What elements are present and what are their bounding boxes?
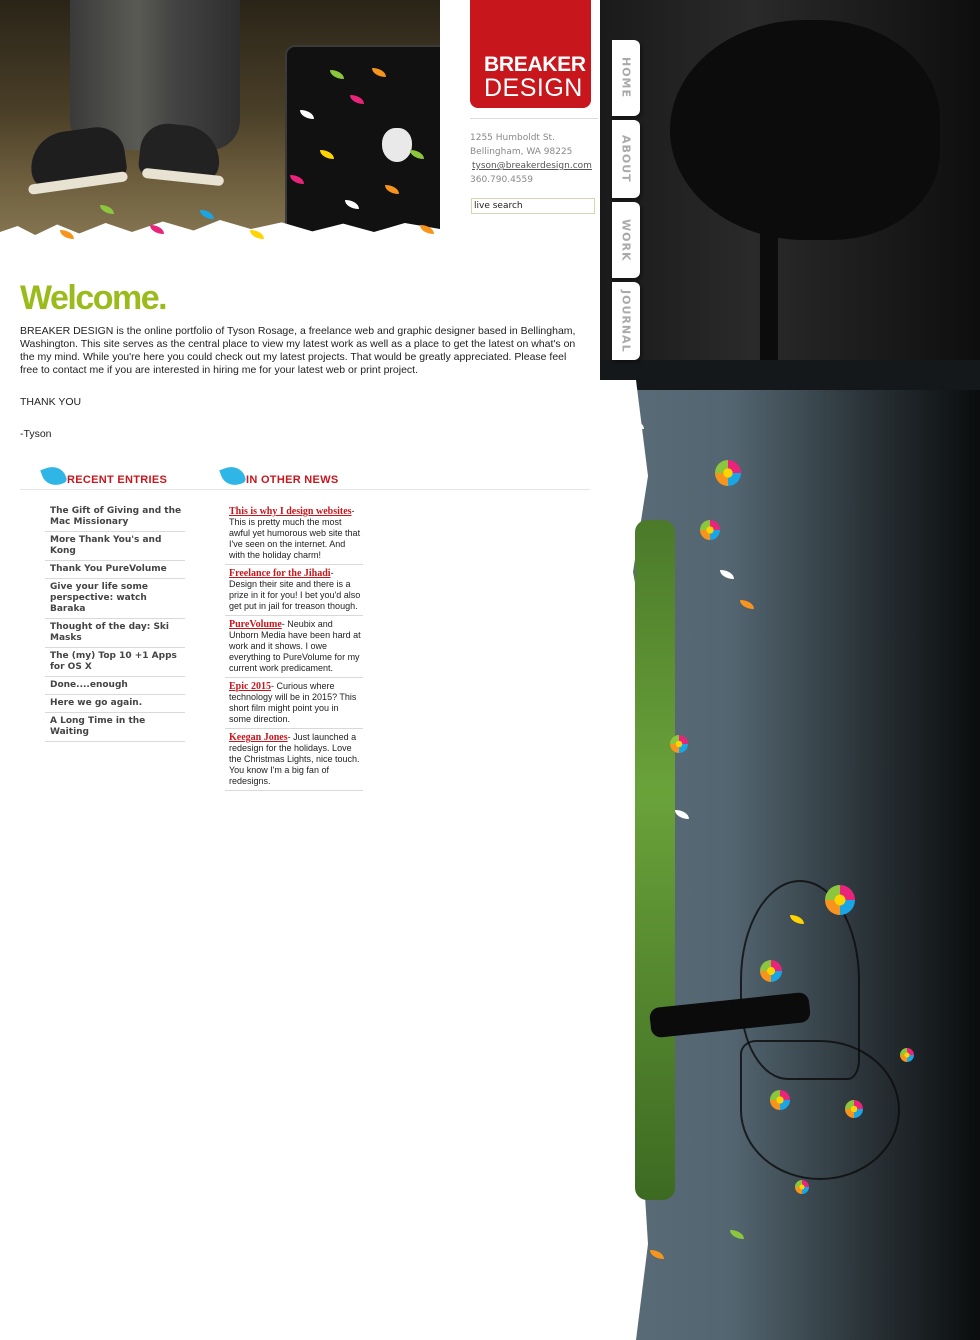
list-item	[45, 619, 185, 648]
leaf-icon	[675, 810, 689, 819]
leaf-icon	[720, 570, 734, 579]
list-item	[45, 561, 185, 579]
list-item	[45, 648, 185, 677]
news-body: - Neubix and Unborn Media have been hard at work and it shows. I owe everything to PureVolume for my current work predicament.	[229, 619, 361, 673]
list-item	[225, 729, 363, 791]
signature-text: -Tyson	[20, 428, 52, 440]
list-item	[45, 503, 185, 532]
list-item	[45, 695, 185, 713]
flower-icon	[670, 735, 688, 753]
recent-entries-header	[43, 466, 167, 486]
list-item	[225, 503, 363, 565]
logo-line1: BREAKER	[484, 53, 586, 76]
contact-email-link[interactable]: tyson@breakerdesign.com	[472, 161, 592, 171]
flower-icon	[825, 885, 855, 915]
recent-entry-link[interactable]: A Long Time in the Waiting	[50, 716, 146, 737]
thank-you-text: THANK YOU	[20, 396, 82, 408]
leaf-icon	[650, 1250, 664, 1259]
recent-entry-link[interactable]: Thank You PureVolume	[50, 564, 167, 574]
news-body: - This is pretty much the most awful yet humorous web site that I've seen on the internet. And with the holiday charm!	[229, 506, 361, 560]
recent-entry-link[interactable]: Done....enough	[50, 680, 128, 690]
bird-icon	[219, 463, 247, 489]
list-item	[225, 565, 363, 616]
nav-tab-work[interactable]: WORK	[612, 202, 640, 278]
recent-entries-list	[45, 503, 185, 742]
recent-entry-link[interactable]: The (my) Top 10 +1 Apps for OS X	[50, 651, 177, 672]
other-news-title: IN OTHER NEWS	[246, 474, 339, 486]
apple-logo-icon	[382, 128, 412, 162]
other-news-header	[222, 466, 339, 486]
news-headline-link[interactable]: This is why I design websites	[229, 506, 352, 517]
news-body: - Curious where technology will be in 2015? This short film might point you in some direction.	[229, 681, 357, 724]
contact-street: 1255 Humboldt St.	[470, 133, 555, 143]
nav-tab-about[interactable]: ABOUT	[612, 120, 640, 198]
list-item	[45, 579, 185, 619]
welcome-heading: Welcome.	[20, 279, 167, 317]
section-divider	[20, 489, 590, 490]
leaf-icon	[100, 205, 114, 214]
live-search-input[interactable]	[471, 198, 595, 214]
other-news-list	[225, 503, 363, 791]
recent-entry-link[interactable]: The Gift of Giving and the Mac Missionary	[50, 506, 182, 527]
bird-icon	[40, 463, 68, 489]
flower-icon	[900, 1048, 914, 1062]
recent-entry-link[interactable]: Thought of the day: Ski Masks	[50, 622, 169, 643]
nav-tab-home[interactable]: HOME	[612, 40, 640, 116]
news-headline-link[interactable]: Freelance for the Jihadi	[229, 568, 331, 579]
breaker-design-logo[interactable]	[470, 0, 591, 108]
list-item	[225, 616, 363, 678]
hero-photo	[0, 0, 440, 250]
flower-icon	[700, 520, 720, 540]
laptop-graphic	[285, 45, 440, 235]
news-body: - Just launched a redesign for the holidays. Love the Christmas Lights, nice touch. You know I'm a big fan of redesigns.	[229, 732, 360, 786]
flower-icon	[770, 1090, 790, 1110]
intro-paragraph: BREAKER DESIGN is the online portfolio of Tyson Rosage, a freelance web and graphic designer based in Bellingham, Washington. This site serves as the central place to view my latest work as well as a place to get the latest on what's on the my mind. While you're here you could check out my latest projects. That would be greatly appreciated. Please feel free to contact me if you are interested in hiring me for your latest web or print project.	[20, 325, 576, 376]
leaf-icon	[740, 600, 754, 609]
flower-icon	[760, 960, 782, 982]
contact-block	[470, 118, 598, 187]
nav-tab-journal[interactable]: JOURNAL	[612, 282, 640, 360]
list-item	[45, 713, 185, 742]
logo-line2: DESIGN	[484, 74, 583, 102]
news-headline-link[interactable]: PureVolume	[229, 619, 282, 630]
news-body: - Design their site and there is a prize in it for you! I bet you'd also get put in jail for treason though.	[229, 568, 361, 611]
contact-phone: 360.790.4559	[470, 175, 533, 185]
recent-entries-title: RECENT ENTRIES	[67, 474, 168, 486]
contact-city: Bellingham, WA 98225	[470, 147, 573, 157]
flower-icon	[845, 1100, 863, 1118]
leaf-icon	[200, 210, 214, 219]
recent-entry-link[interactable]: Give your life some perspective: watch Baraka	[50, 582, 148, 614]
grass-column	[635, 520, 675, 1200]
list-item	[45, 677, 185, 695]
list-item	[45, 532, 185, 561]
recent-entry-link[interactable]: More Thank You's and Kong	[50, 535, 162, 556]
news-headline-link[interactable]: Keegan Jones	[229, 732, 288, 743]
tree-scenery-background	[600, 0, 980, 1340]
recent-entry-link[interactable]: Here we go again.	[50, 698, 143, 708]
leaf-icon	[730, 1230, 744, 1239]
list-item	[225, 678, 363, 729]
tree-silhouette	[670, 20, 940, 240]
news-headline-link[interactable]: Epic 2015	[229, 681, 271, 692]
flower-icon	[795, 1180, 809, 1194]
flower-icon	[715, 460, 741, 486]
